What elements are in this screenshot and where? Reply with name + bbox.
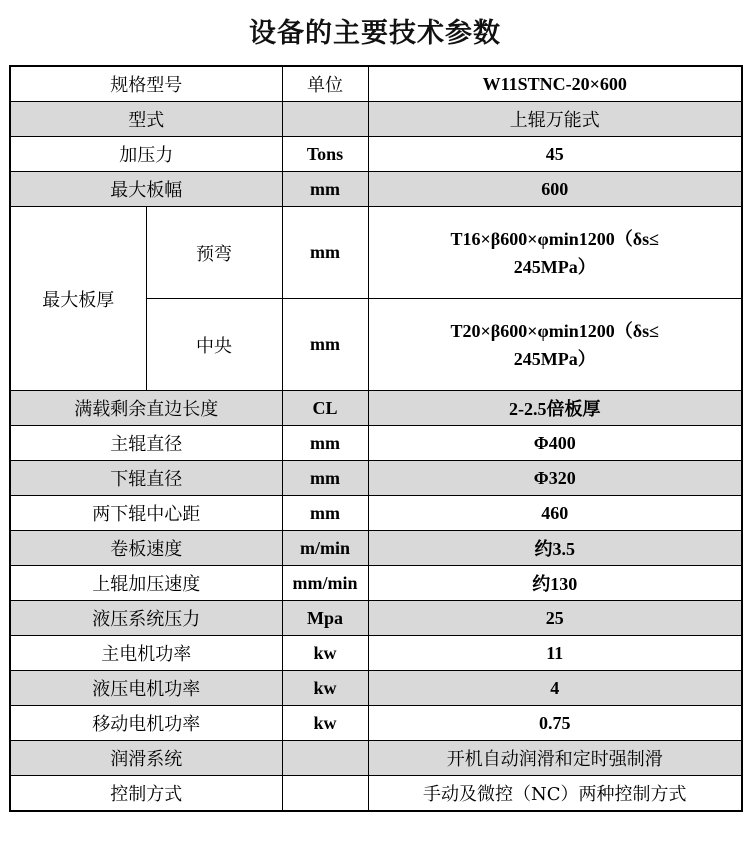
row-name: 移动电机功率 xyxy=(10,706,282,741)
row-value: 25 xyxy=(368,601,742,636)
table-row xyxy=(10,172,742,207)
header-unit-cell: 单位 xyxy=(282,66,368,102)
table-row xyxy=(10,601,742,636)
row-value: 600 xyxy=(368,172,742,207)
row-name: 主辊直径 xyxy=(10,426,282,461)
table-row xyxy=(10,566,742,601)
table-row xyxy=(10,102,742,137)
table-row xyxy=(10,671,742,706)
row-unit: mm xyxy=(282,299,368,391)
row-value xyxy=(368,207,742,299)
row-unit: mm xyxy=(282,172,368,207)
table-row xyxy=(10,741,742,776)
row-unit xyxy=(282,741,368,776)
row-unit: CL xyxy=(282,391,368,426)
row-name: 主电机功率 xyxy=(10,636,282,671)
spec-table xyxy=(9,65,743,812)
table-row xyxy=(10,706,742,741)
table-row xyxy=(10,776,742,812)
row-value xyxy=(368,299,742,391)
value-line: T16×β600×φmin1200（δs≤ xyxy=(450,228,659,249)
row-unit: mm xyxy=(282,461,368,496)
thickness-sub-name: 中央 xyxy=(146,299,282,391)
row-value: 460 xyxy=(368,496,742,531)
row-name: 加压力 xyxy=(10,137,282,172)
row-unit: mm xyxy=(282,496,368,531)
row-value: Φ400 xyxy=(368,426,742,461)
table-row xyxy=(10,207,742,299)
row-unit: kw xyxy=(282,636,368,671)
value-line: 245MPa） xyxy=(513,348,596,369)
row-value: Φ320 xyxy=(368,461,742,496)
row-value: 约130 xyxy=(368,566,742,601)
row-unit: Tons xyxy=(282,137,368,172)
row-name: 液压系统压力 xyxy=(10,601,282,636)
thickness-name: 最大板厚 xyxy=(10,207,146,391)
row-unit: m/min xyxy=(282,531,368,566)
table-header-row xyxy=(10,66,742,102)
row-unit xyxy=(282,776,368,812)
row-name: 型式 xyxy=(10,102,282,137)
row-name: 润滑系统 xyxy=(10,741,282,776)
row-value: 开机自动润滑和定时强制滑 xyxy=(368,741,742,776)
row-name: 满载剩余直边长度 xyxy=(10,391,282,426)
row-name: 上辊加压速度 xyxy=(10,566,282,601)
header-name-cell: 规格型号 xyxy=(10,66,282,102)
row-value: 11 xyxy=(368,636,742,671)
row-name: 两下辊中心距 xyxy=(10,496,282,531)
row-name: 控制方式 xyxy=(10,776,282,812)
row-unit: mm xyxy=(282,426,368,461)
row-unit xyxy=(282,102,368,137)
row-value: 上辊万能式 xyxy=(368,102,742,137)
table-row xyxy=(10,636,742,671)
row-unit: Mpa xyxy=(282,601,368,636)
row-value: 2-2.5倍板厚 xyxy=(368,391,742,426)
value-line: T20×β600×φmin1200（δs≤ xyxy=(450,320,659,341)
row-value: 4 xyxy=(368,671,742,706)
row-name: 卷板速度 xyxy=(10,531,282,566)
table-row xyxy=(10,137,742,172)
table-row xyxy=(10,461,742,496)
table-row xyxy=(10,496,742,531)
table-row xyxy=(10,426,742,461)
value-line: 245MPa） xyxy=(513,256,596,277)
row-value: 手动及微控（NC）两种控制方式 xyxy=(368,776,742,812)
row-value: 45 xyxy=(368,137,742,172)
row-name: 最大板幅 xyxy=(10,172,282,207)
header-model-cell: W11STNC-20×600 xyxy=(368,66,742,102)
row-name: 下辊直径 xyxy=(10,461,282,496)
row-unit: kw xyxy=(282,706,368,741)
thickness-sub-name: 预弯 xyxy=(146,207,282,299)
page-title: 设备的主要技术参数 xyxy=(249,17,501,49)
row-unit: mm xyxy=(282,207,368,299)
row-unit: kw xyxy=(282,671,368,706)
row-value: 约3.5 xyxy=(368,531,742,566)
row-value: 0.75 xyxy=(368,706,742,741)
row-name: 液压电机功率 xyxy=(10,671,282,706)
row-unit: mm/min xyxy=(282,566,368,601)
table-row xyxy=(10,391,742,426)
table-row xyxy=(10,531,742,566)
